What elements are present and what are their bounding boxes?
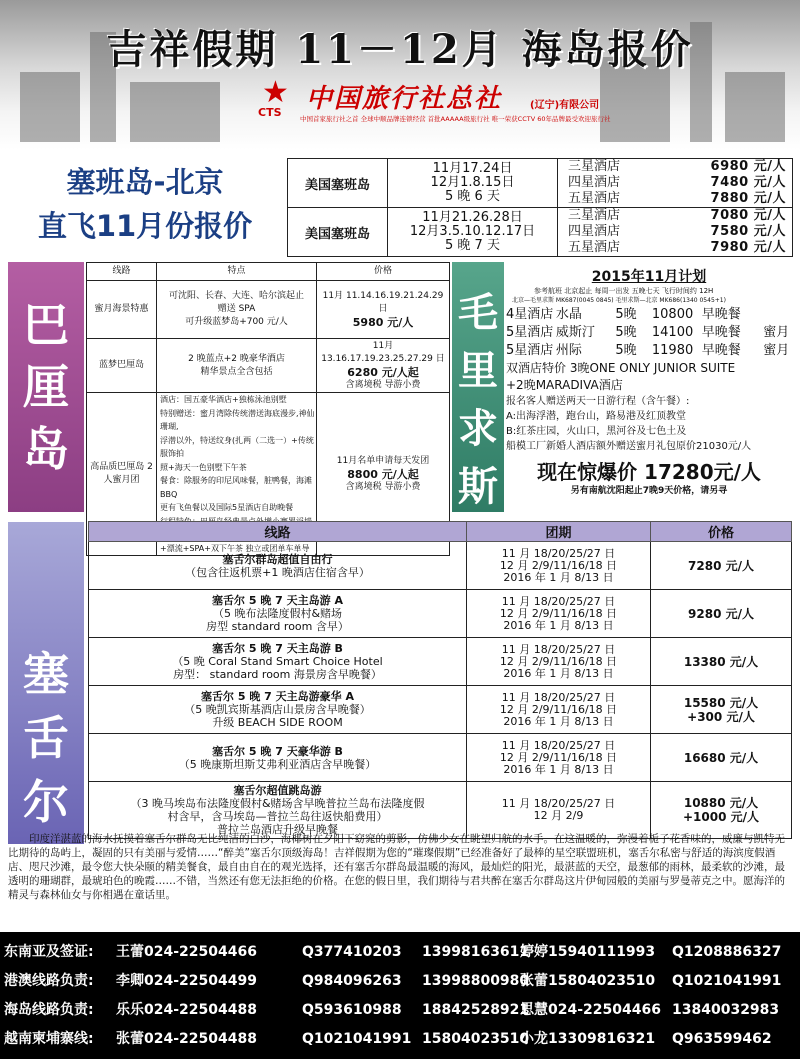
table-row [89, 638, 792, 686]
contact-phone: 小龙13309816321 [520, 1031, 656, 1047]
route-price [651, 782, 792, 839]
price-value: 6280 元/人起 [347, 365, 419, 379]
bali-price-table [86, 262, 450, 556]
route-cell [89, 734, 467, 782]
contact-phone: 思慧024-22504466 [520, 1002, 661, 1018]
duration: 5 晚 7 天 [445, 238, 500, 253]
contact-row [4, 996, 796, 1025]
contact-label: 东南亚及签证: [4, 944, 94, 960]
contact-mobile: 13840032983 [672, 1002, 780, 1018]
hotel-nights: 5晚 [615, 325, 637, 340]
route-detail: （5 晚凯宾斯基酒店山景房含早晚餐） [184, 703, 371, 716]
route-title: 塞舌尔超值跳岛游 [233, 784, 322, 797]
column-header: 线路 [89, 522, 467, 542]
contact-qq: Q1021041991 [302, 1031, 412, 1047]
contact-row [4, 938, 796, 967]
duration: 5 晚 6 天 [445, 189, 500, 204]
date-line: 2016 年 1 月 8/13 日 [503, 762, 614, 776]
date-line: 12 月 2/9/11/16/18 日 [499, 654, 618, 668]
table-row [87, 339, 450, 393]
route-detail: （5 晚 Coral Stand Smart Choice Hotel [172, 655, 383, 668]
table-row [89, 590, 792, 638]
price-value: 15580 元/人 [683, 695, 759, 710]
mauritius-offer [506, 262, 792, 512]
column-header: 价格 [317, 263, 450, 281]
departure-dates [467, 734, 651, 782]
side-char: 塞 [23, 647, 69, 701]
column-header: 特点 [157, 263, 317, 281]
table-header-row [89, 522, 792, 542]
hotel-tier: 四星酒店 [568, 224, 621, 239]
contact-mobile: 18842528921 [422, 1002, 530, 1018]
table-row [87, 281, 450, 339]
price-line [558, 175, 792, 191]
route-name: 蜜月海景特惠 [87, 281, 157, 339]
hotel-meal: 早晚餐 [701, 307, 741, 322]
mauritius-side-label [452, 262, 504, 512]
contact-row [4, 1025, 796, 1054]
departure-dates [467, 782, 651, 839]
contact-qq: Q1021041991 [672, 973, 782, 989]
hotel-name: 威斯汀 [555, 325, 595, 340]
table-row [89, 734, 792, 782]
date-line: 12月1.8.15日 [430, 175, 515, 190]
date-line: 11月21.26.28日 [422, 210, 523, 225]
route-title: 塞舌尔 5 晚 7 天豪华游 B [212, 744, 343, 758]
table-row [89, 542, 792, 590]
side-char: 尔 [23, 775, 69, 829]
price-line [558, 159, 792, 175]
price-upgrade: +1000 元/人 [682, 810, 759, 824]
route-name: 蓝梦巴厘岛 [87, 339, 157, 393]
price-dates: 11月 13.16.17.19.23.25.27.29 日 [321, 340, 445, 364]
contact-phone: 李卿024-22504499 [116, 973, 257, 989]
column-header: 线路 [87, 263, 157, 281]
seychelles-description: 印度洋湛蓝的海水抚摸着塞舌尔群岛无比纯洁的白沙，海椰树在夕阳下窈窕的剪影，仿佛少女在眺望归航的水手。在这温暖的，弥漫着栀子花香味的，威廉与凯特无比期待的岛屿上，凝固的只有美丽与爱情……“醉美”塞舌尔顶级海岛！吉祥假期为您的“璀璨假期”已经准备好了最棒的星空联盟班机，塞舌尔私密与舒适的海滨度假酒店、咫尺沙滩，最令您大快朵颐的精美餐食，最自由自在的观光选择，还有塞舌尔群岛最温暖的海风，最灿烂的阳光，最湛蓝的天空，最葱郁的雨林，最柔软的沙滩，最透明的珊瑚群，最琥珀色的晚霞……不错，当然还有您无法拒绝的价格。在您的假日里，我们期待与君共醉在塞舌尔群岛这片伊甸园般的美丽与罗曼蒂克之中。愿海洋的精灵与森林仙女与你相遇在童话里。 [8, 833, 785, 901]
column-header: 价格 [651, 522, 792, 542]
contact-phone: 婷婷15940111993 [520, 944, 656, 960]
departure-dates [467, 638, 651, 686]
temple-silhouette [725, 72, 785, 142]
price-line [558, 240, 792, 256]
contact-qq: Q377410203 [302, 944, 402, 960]
gift-option: B:红茶庄园，火山口，黑河谷及七色土及 [506, 426, 687, 437]
route-cell [89, 686, 467, 734]
hotel-tier: 四星酒店 [568, 175, 621, 190]
hotel-prices [558, 159, 793, 208]
price-value: 10880 元/人 [683, 796, 759, 810]
price-note: 含离境税 导游小费 [345, 481, 421, 492]
price-value: 16680 元/人 [683, 750, 759, 765]
hotel-nights: 5晚 [615, 343, 637, 358]
hotel-name: 水晶 [555, 307, 582, 322]
contact-mobile: 13998163611 [422, 944, 530, 960]
feature-line: 特别赠送：蜜月湾除传统潜送海底漫步,神仙珊瑚, [160, 408, 315, 431]
gift-option: A:出海浮潜，跑台山，路易港及红顶教堂 [506, 411, 687, 422]
price-line [558, 224, 792, 240]
price-value: 7880 元/人 [710, 191, 786, 206]
page-title: 吉祥假期 11－12月 海岛报价 [106, 26, 694, 73]
price-value: 7480 元/人 [710, 175, 786, 190]
date-line: 2016 年 1 月 8/13 日 [503, 714, 614, 728]
hotel-name: 州际 [555, 343, 582, 358]
contact-qq: Q593610988 [302, 1002, 402, 1018]
route-detail: 村含早，含马埃岛—普拉兰岛往返快船费用） [167, 810, 388, 823]
flight-detail: 北京—毛里求斯 MK687(0045 0845) 毛里求斯—北京 MK686(1340 0545+1) [512, 297, 726, 304]
route-features [157, 339, 317, 393]
temple-silhouette [130, 82, 220, 142]
feature-line: 2 晚蓝点+2 晚豪华酒店 [188, 353, 285, 364]
side-char: 求 [458, 406, 498, 452]
contact-qq: Q1208886327 [672, 944, 782, 960]
date-line: 11 月 18/20/25/27 日 [501, 738, 616, 752]
route-title: 塞舌尔 5 晚 7 天主岛游 A [212, 594, 343, 607]
flight-note: 参考航班 北京起止 每周一出发 五晚七天 飞行时间约 12H [534, 287, 714, 295]
side-char: 巴 [23, 298, 69, 352]
route-detail: 普拉兰岛酒店升级早晚餐 [217, 823, 338, 836]
gift-title: 报名客人赠送两天一日游行程（含午餐）: [506, 396, 690, 407]
route-price [651, 734, 792, 782]
departure-dates [467, 590, 651, 638]
feature-line: 浮潜以外，特送纹身(扎两（二选一）+传统服饰拍 [160, 435, 314, 458]
hotel-tier: 三星酒店 [568, 208, 621, 223]
contact-label: 海岛线路负责: [4, 1002, 94, 1018]
route-title: 塞舌尔群岛超值自由行 [222, 552, 333, 566]
price-value: 13380 元/人 [683, 654, 759, 669]
price-value: 8800 元/人起 [347, 467, 419, 481]
temple-silhouette [20, 72, 80, 142]
table-row [288, 208, 793, 257]
route-price [651, 590, 792, 638]
side-char: 里 [458, 348, 498, 394]
table-row [89, 782, 792, 839]
price-value: 6980 元/人 [710, 159, 786, 174]
side-char: 毛 [458, 290, 498, 336]
saipan-price-table [287, 158, 793, 257]
hotel-row [506, 324, 792, 342]
hotel-star: 4星酒店 [506, 307, 554, 322]
price-upgrade: +300 元/人 [687, 709, 755, 724]
table-row [288, 159, 793, 208]
date-line: 12月3.5.10.12.17日 [409, 224, 536, 239]
hot-price: 现在惊爆价 17280元/人 [537, 460, 761, 484]
price-dates: 11月 11.14.16.19.21.24.29 日 [322, 291, 444, 314]
route-name: 美国塞班岛 [288, 159, 388, 208]
route-name: 美国塞班岛 [288, 208, 388, 257]
hotel-price: 11980 [651, 343, 694, 358]
hotel-star: 5星酒店 [506, 325, 554, 340]
hotel-nights: 5晚 [615, 307, 637, 322]
hotel-tier: 三星酒店 [568, 159, 621, 174]
departure-dates [467, 542, 651, 590]
price-line [558, 208, 792, 224]
contact-phone: 王蕾024-22504466 [116, 944, 257, 960]
side-char: 斯 [458, 464, 498, 510]
route-price [651, 686, 792, 734]
route-title: 塞舌尔 5 晚 7 天主岛游豪华 A [201, 690, 354, 703]
hotel-extra [763, 306, 792, 324]
route-detail: （5 晚康斯坦斯艾弗利亚酒店含早晚餐） [178, 757, 377, 771]
feature-line: 赠送 SPA [217, 304, 256, 314]
special-offer: +2晚MARADIVA酒店 [506, 378, 623, 392]
contact-panel [0, 932, 800, 1059]
brand-tagline: 中国首家旅行社之首 全球中顺品牌连锁经营 首批AAAAA级旅行社 唯一荣获CCTV 60年品牌最受欢迎旅行社 [300, 115, 611, 123]
hotel-star: 5星酒店 [506, 343, 554, 358]
bali-side-label [8, 262, 84, 512]
contact-mobile: 15804023510 [422, 1031, 530, 1047]
price-value: 7280 元/人 [688, 558, 754, 573]
contact-label: 港澳线路负责: [4, 973, 94, 989]
plan-title: 2015年11月计划 [591, 269, 707, 285]
date-line: 12 月 2/9 [533, 809, 584, 822]
route-cell [89, 782, 467, 839]
contact-phone: 张蕾15804023510 [520, 973, 656, 989]
contact-row [4, 967, 796, 996]
date-line: 2016 年 1 月 8/13 日 [503, 618, 614, 632]
route-price [317, 281, 450, 339]
date-line: 12 月 2/9/11/16/18 日 [499, 702, 618, 716]
route-price [651, 638, 792, 686]
side-char: 岛 [23, 422, 69, 476]
price-line [558, 191, 792, 207]
table-row [89, 686, 792, 734]
price-value: 9280 元/人 [688, 606, 754, 621]
hotel-prices [558, 208, 793, 257]
hotel-price: 14100 [651, 325, 694, 340]
saipan-title-line2: 直飞11月份报价 [37, 209, 253, 243]
hotel-row [506, 306, 792, 324]
contact-label: 越南柬埔寨线: [4, 1031, 94, 1047]
date-line: 12 月 2/9/11/16/18 日 [499, 750, 618, 764]
route-title: 塞舌尔 5 晚 7 天主岛游 B [212, 642, 343, 655]
feature-line: +漂流+SPA+双下午茶 独立或团单车单导 [160, 543, 310, 553]
price-value: 7980 元/人 [710, 240, 786, 255]
seychelles-price-table [88, 521, 792, 839]
hotel-meal: 早晚餐 [701, 325, 741, 340]
special-offer: 双酒店特价 3晚ONE ONLY JUNIOR SUITE [506, 361, 736, 375]
saipan-title [10, 160, 280, 248]
date-line: 11 月 18/20/25/27 日 [501, 594, 616, 608]
route-name: 高品质巴厘岛 2 人蜜月团 [87, 393, 157, 556]
contact-phone: 乐乐024-22504488 [116, 1002, 257, 1018]
route-detail: 房型 standard room 含早） [206, 620, 349, 633]
contact-qq: Q984096263 [302, 973, 402, 989]
date-line: 11 月 18/20/25/27 日 [501, 642, 616, 656]
route-price [317, 339, 450, 393]
hotel-extra: 蜜月 [763, 343, 790, 358]
route-detail: 房型： standard room 海景房含早晚餐） [173, 668, 382, 681]
date-line: 12 月 2/9/11/16/18 日 [499, 606, 618, 620]
seychelles-side-label [8, 522, 84, 844]
cts-star-icon: ★ [262, 75, 289, 110]
departure-dates [467, 686, 651, 734]
date-line: 11月17.24日 [432, 161, 513, 176]
feature-line: 更有飞鱼餐以及国际5星酒店自助晚餐 [160, 503, 294, 512]
route-detail: （包含往返机票+1 晚酒店住宿含早） [185, 565, 370, 579]
date-line: 11 月 18/20/25/27 日 [501, 797, 616, 810]
route-cell [89, 590, 467, 638]
gift-option: 船模工厂新婚人酒店额外赠送蜜月礼包原价21030元/人 [506, 441, 752, 452]
side-char: 舌 [23, 711, 69, 765]
column-header: 团期 [467, 522, 651, 542]
hotel-extra: 蜜月 [763, 325, 790, 340]
hot-note: 另有南航沈阳起止7晚9天价格，请另寻 [570, 486, 728, 496]
price-dates: 11月名单申请每天发团 [336, 455, 430, 466]
brand-name: 中国旅行社总社 [306, 84, 503, 114]
route-price [651, 542, 792, 590]
date-line: 2016 年 1 月 8/13 日 [503, 570, 614, 584]
table-header-row [87, 263, 450, 281]
saipan-title-line1: 塞班岛-北京 [66, 165, 224, 199]
feature-line: 酒店：国五豪华酒店+独栋泳池别墅 [160, 395, 287, 404]
feature-line: 精华景点全含包括 [200, 366, 273, 377]
date-line: 12 月 2/9/11/16/18 日 [499, 558, 618, 572]
route-cell [89, 638, 467, 686]
price-value: 7580 元/人 [710, 224, 786, 239]
departure-dates [388, 208, 558, 257]
brand-suffix: (辽宁)有限公司 [530, 100, 600, 111]
hotel-meal: 早晚餐 [701, 343, 741, 358]
hotel-tier: 五星酒店 [568, 191, 621, 206]
feature-line: 可升级蓝梦岛+700 元/人 [185, 317, 288, 327]
date-line: 11 月 18/20/25/27 日 [501, 546, 616, 560]
departure-dates [388, 159, 558, 208]
header-banner [0, 0, 800, 150]
route-detail: （5 晚布法隆度假村&赌场 [212, 607, 343, 620]
route-features [157, 281, 317, 339]
date-line: 2016 年 1 月 8/13 日 [503, 666, 614, 680]
feature-line: 照+海天一色别墅下午茶 [160, 462, 247, 472]
hotel-tier: 五星酒店 [568, 240, 621, 255]
contact-phone: 张蕾024-22504488 [116, 1031, 257, 1047]
cts-logo-text: CTS [258, 106, 282, 119]
route-detail: 升级 BEACH SIDE ROOM [212, 716, 343, 729]
route-detail: （3 晚马埃岛布法隆度假村&赌场含早晚普拉兰岛布法隆度假 [130, 797, 425, 810]
feature-line: 餐食：除服务的印尼风味餐，脏鸭餐，海滩 BBQ [160, 476, 312, 499]
price-value: 7080 元/人 [710, 208, 786, 223]
contact-mobile: 13998800980 [422, 973, 530, 989]
route-cell [89, 542, 467, 590]
hotel-row [506, 342, 792, 360]
price-value: 5980 元/人 [352, 316, 414, 329]
date-line: 11 月 18/20/25/27 日 [501, 690, 616, 704]
contact-qq: Q963599462 [672, 1031, 772, 1047]
hotel-price: 10800 [651, 307, 694, 322]
price-note: 含离境税 导游小费 [345, 379, 421, 390]
feature-line: 可沈阳、长春、大连、哈尔滨起止 [168, 291, 304, 301]
side-char: 厘 [23, 360, 69, 414]
